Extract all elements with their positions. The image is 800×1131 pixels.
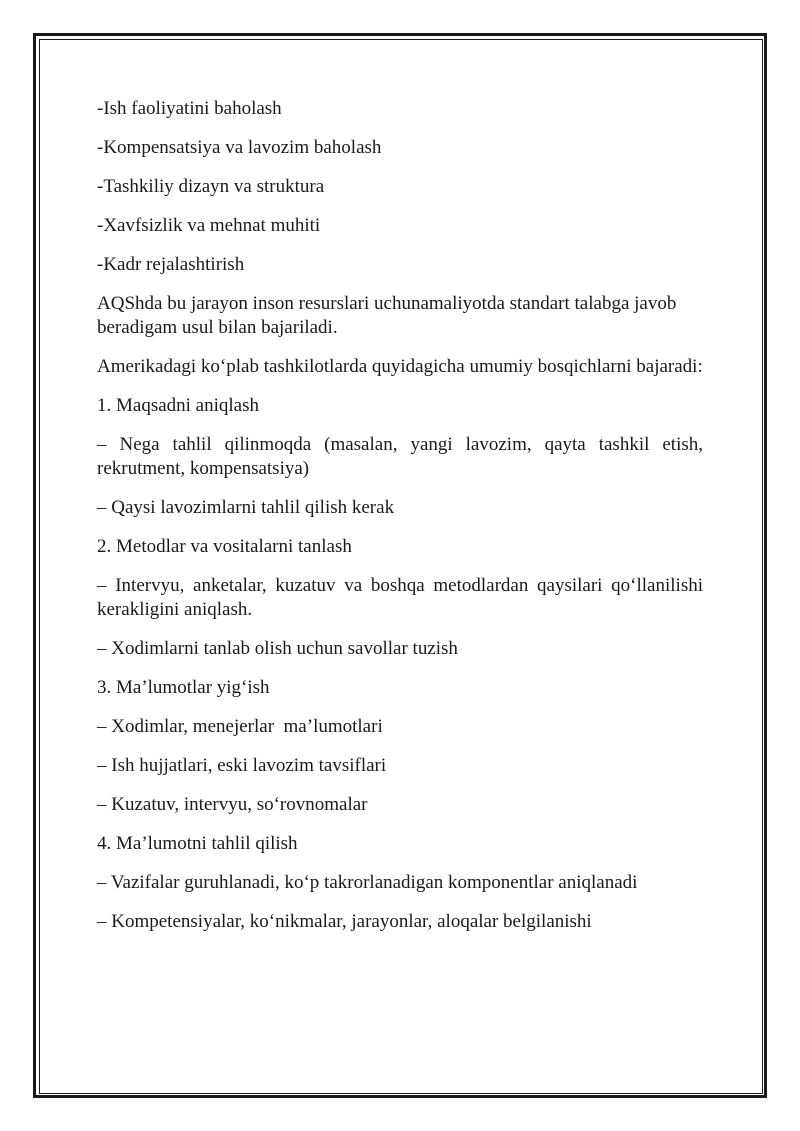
step-3-item-1: – Xodimlar, menejerlar ma’lumotlari <box>97 716 383 737</box>
list-item-tashkiliy-dizayn: -Tashkiliy dizayn va struktura <box>97 176 325 197</box>
step-2-item-2: – Xodimlarni tanlab olish uchun savollar tuzish <box>97 638 458 659</box>
step-heading-4: 4. Ma’lumotni tahlil qilish <box>97 833 298 854</box>
step-1-item-2: – Qaysi lavozimlarni tahlil qilish kerak <box>97 497 395 518</box>
document-body <box>97 97 703 949</box>
step-2-item-1: – Intervyu, anketalar, kuzatuv va boshqa metodlardan qaysilari qo‘llanilishi kerakligini aniqlash. <box>97 575 703 620</box>
list-item-xavfsizlik: -Xavfsizlik va mehnat muhiti <box>97 215 321 236</box>
list-item-ish-faoliyati: -Ish faoliyatini baholash <box>97 98 282 119</box>
step-heading-3: 3. Ma’lumotlar yig‘ish <box>97 677 270 698</box>
list-item-kadr-rejalashtirish: -Kadr rejalashtirish <box>97 254 245 275</box>
step-3-item-3: – Kuzatuv, intervyu, so‘rovnomalar <box>97 794 368 815</box>
step-4-item-2: – Kompetensiyalar, ko‘nikmalar, jarayonlar, aloqalar belgilanishi <box>97 911 592 932</box>
step-1-item-1: – Nega tahlil qilinmoqda (masalan, yangi lavozim, qayta tashkil etish, rekrutment, kompensatsiya) <box>97 434 703 479</box>
paragraph-aqsh: AQShda bu jarayon inson resurslari uchunamaliyotda standart talabga javob beradigam usul bilan bajariladi. <box>97 293 677 338</box>
list-item-kompensatsiya: -Kompensatsiya va lavozim baholash <box>97 137 382 158</box>
step-4-item-1: – Vazifalar guruhlanadi, ko‘p takrorlanadigan komponentlar aniqlanadi <box>97 872 638 893</box>
step-3-item-2: – Ish hujjatlari, eski lavozim tavsiflari <box>97 755 387 776</box>
paragraph-amerikadagi: Amerikadagi ko‘plab tashkilotlarda quyidagicha umumiy bosqichlarni bajaradi: <box>97 356 703 377</box>
step-heading-2: 2. Metodlar va vositalarni tanlash <box>97 536 352 557</box>
step-heading-1: 1. Maqsadni aniqlash <box>97 395 260 416</box>
